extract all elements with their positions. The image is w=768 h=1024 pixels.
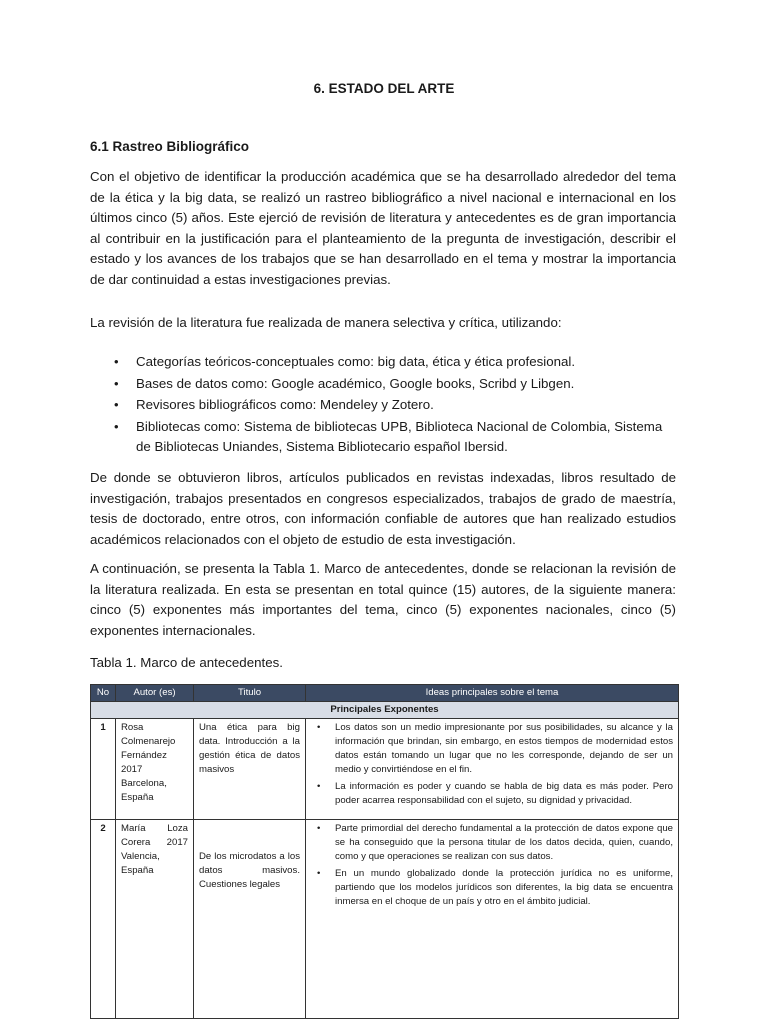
idea-item: • Los datos son un medio impresionante por sus posibilidades, su alcance y la información que brindan, sin embargo, en estos tiempos de modernidad estos datos están tomando un lugar que no les corresponde, dejando de ser un medio y convirtiéndose en el fin. — [311, 721, 673, 777]
row-ideas — [306, 820, 679, 1019]
table-caption: Tabla 1. Marco de antecedentes. — [90, 655, 283, 670]
table-row — [91, 719, 679, 820]
bullet-item: • Bases de datos como: Google académico, Google books, Scribd y Libgen. — [90, 374, 676, 395]
sources-paragraph: De donde se obtuvieron libros, artículos publicados en revistas indexadas, libros resultado de investigación, trabajos presentados en congresos especializados, trabajos de grado de maestría, tesis de doctorado, entre otros, con información confiable de autores que han realizado estudios académicos relacionados con el objeto de estudio de esta investigación. — [90, 470, 676, 547]
row-number: 2 — [91, 820, 116, 1019]
group-label: Principales Exponentes — [91, 702, 679, 719]
row-title: De los microdatos a los datos masivos. Cuestiones legales — [194, 820, 306, 1019]
idea-item: • En un mundo globalizado donde la protección jurídica no es uniforme, partiendo que los modelos jurídicos son diferentes, la big data se encuentra inmersa en el choque de un país y otro en el ámbito judicial. — [311, 867, 673, 909]
header-ideas: Ideas principales sobre el tema — [306, 685, 679, 702]
row-title: Una ética para big data. Introducción a la gestión ética de datos masivos — [194, 719, 306, 820]
intro-paragraph: Con el objetivo de identificar la producción académica que se ha desarrollado alrededor del tema de la ética y la big data, se realizó un rastreo bibliográfico a nivel nacional e internacional en los últimos cinco (5) años. Este ejerció de revisión de literatura y antecedentes es de gran importancia al contribuir en la justificación para el planteamiento de la pregunta de investigación, describir el estado y los avances de los trabajos que se han desarrollado en el tema y mostrar la importancia de dar continuidad a estas investigaciones previas. — [90, 169, 676, 287]
header-no: No — [91, 685, 116, 702]
table-group-row — [91, 702, 679, 719]
chapter-title: 6. ESTADO DEL ARTE — [313, 81, 455, 96]
row-author: María Loza Corera 2017 Valencia, España — [116, 820, 194, 1019]
ideas-list — [311, 721, 673, 808]
bullet-item: • Categorías teóricos-conceptuales como: big data, ética y ética profesional. — [90, 352, 676, 373]
ideas-list — [311, 822, 673, 909]
antecedents-table — [90, 684, 679, 1019]
row-ideas — [306, 719, 679, 820]
bullet-item: • Bibliotecas como: Sistema de bibliotecas UPB, Biblioteca Nacional de Colombia, Sistema de Bibliotecas Uniandes, Sistema Bibliotecario español Ibersid. — [90, 417, 676, 458]
continuation-paragraph: A continuación, se presenta la Tabla 1. Marco de antecedentes, donde se relacionan la revisión de la literatura realizada. En esta se presentan en total quince (15) autores, de la siguiente manera: cinco (5) exponentes más importantes del tema, cinco (5) exponentes nacionales, cinco (5) exponentes internacionales. — [90, 561, 676, 638]
row-number: 1 — [91, 719, 116, 820]
idea-item: • La información es poder y cuando se habla de big data es más poder. Pero poder acarrea responsabilidad con el sujeto, su dignidad y privacidad. — [311, 780, 673, 808]
bullet-item: • Revisores bibliográficos como: Mendeley y Zotero. — [90, 395, 676, 416]
header-title: Titulo — [194, 685, 306, 702]
table-row — [91, 820, 679, 1019]
section-heading: 6.1 Rastreo Bibliográfico — [90, 139, 250, 154]
review-paragraph: La revisión de la literatura fue realizada de manera selectiva y crítica, utilizando: — [90, 315, 562, 330]
idea-item: • Parte primordial del derecho fundamental a la protección de datos expone que se ha conseguido que la persona titular de los datos decida, quien, cuando, como y que operaciones se realizan con sus datos. — [311, 822, 673, 864]
table-header-row — [91, 685, 679, 702]
header-author: Autor (es) — [116, 685, 194, 702]
row-author: Rosa Colmenarejo Fernández 2017 Barcelona, España — [116, 719, 194, 820]
bullet-list — [90, 352, 676, 459]
